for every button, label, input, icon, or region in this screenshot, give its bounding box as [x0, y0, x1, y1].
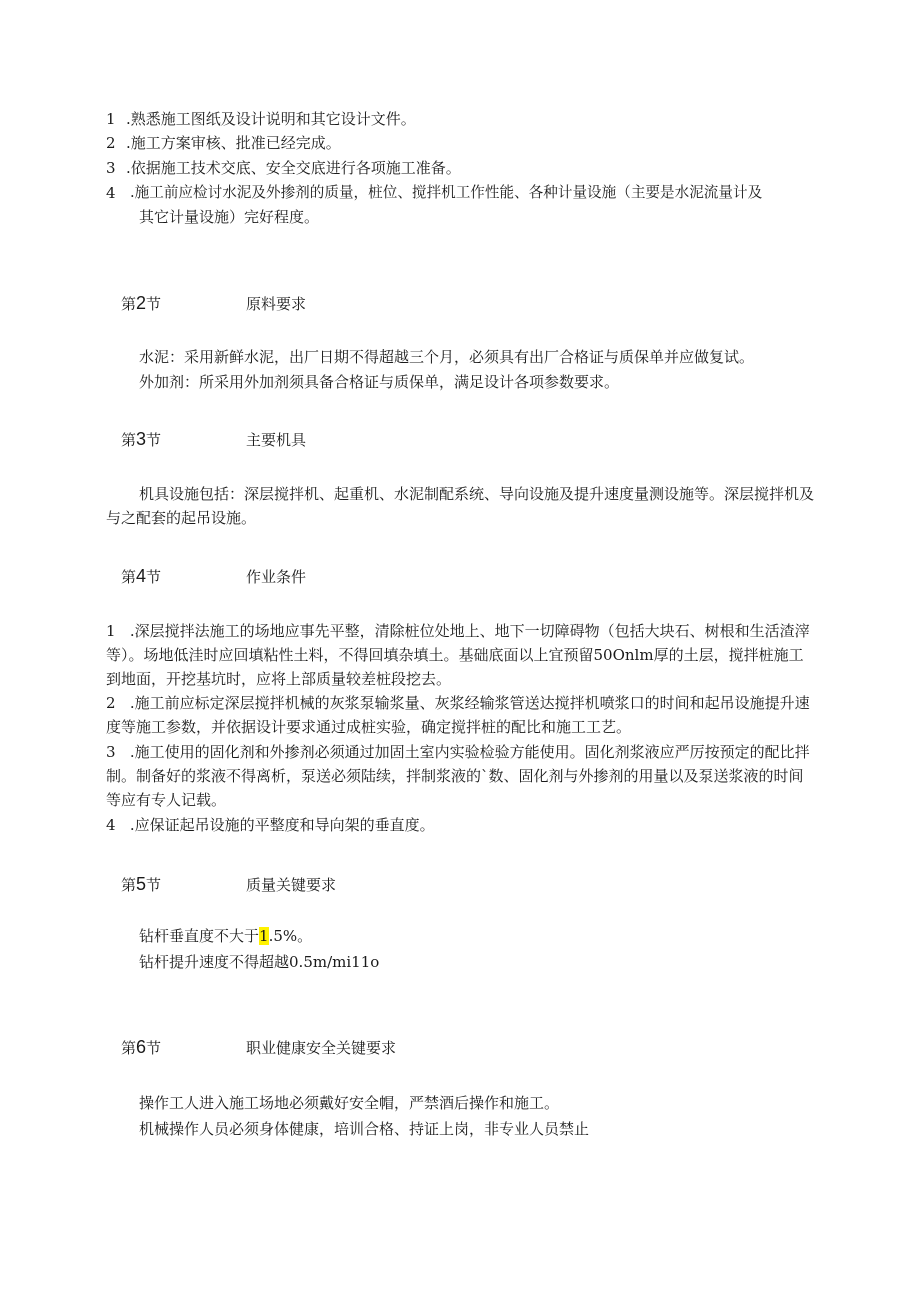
section-heading: [121, 1036, 161, 1059]
list-text: .应保证起吊设施的平整度和导向架的垂直度。: [129, 816, 435, 834]
list-number: 4: [106, 816, 116, 834]
list-text: .施工前应标定深层搅拌机械的灰浆泵输浆量、灰浆经输浆管送达搅拌机喷浆口的时间和起吊设施提升速度等施工参数，并依据设计要求通过成桩实验，确定搅拌桩的配比和施工工艺。: [106, 694, 810, 736]
list-text: .深层搅拌法施工的场地应事先平整，清除桩位处地上、地下一切障碍物（包括大块石、树根和生活渣滓等）。场地低洼时应回填粘性土料，不得回填杂填土。基础底面以上宜预留50Onlm厚的土层，搅拌桩施工到地面，开挖基坑时，应将上部质量较差桩段挖去。: [106, 622, 810, 688]
section-suffix: 节: [146, 295, 162, 313]
paragraph-line: [139, 925, 312, 947]
section-title: 作业条件: [246, 568, 307, 586]
section-heading: [121, 565, 161, 588]
text-segment: .5%。: [268, 927, 313, 945]
list-number: 3: [106, 743, 116, 761]
list-number: 3: [106, 159, 116, 177]
section-number: 3: [136, 429, 147, 449]
section-number: 6: [136, 1037, 147, 1057]
paragraph-line: 外加剂：所采用外加剂须具备合格证与质保单，满足设计各项参数要求。: [139, 373, 620, 391]
section-prefix: 第: [121, 295, 137, 313]
paragraph-line: 操作工人进入施工场地必须戴好安全帽，严禁酒后操作和施工。: [139, 1094, 560, 1112]
paragraph-line: 钻杆提升速度不得超越0.5m/mi11o: [139, 953, 380, 971]
list-item: .依据施工技术交底、安全交底进行各项施工准备。: [126, 159, 461, 177]
section-prefix: 第: [121, 1039, 137, 1057]
list-number: 4: [106, 184, 116, 202]
list-item: .施工前应检讨水泥及外掺剂的质量，桩位、搅拌机工作性能、各种计量设施（主要是水泥流量计及: [130, 184, 763, 201]
paragraph-line: 水泥：采用新鲜水泥，出厂日期不得超越三个月，必须具有出厂合格证与质保单并应做复试。: [139, 348, 755, 366]
section-title: 主要机具: [246, 431, 307, 449]
list-item: [106, 619, 818, 691]
section-heading: [121, 428, 161, 451]
list-number: 1: [106, 622, 116, 640]
text-segment: 钻杆垂直度不大于: [139, 927, 260, 945]
section-number: 5: [136, 874, 147, 894]
list-item: .熟悉施工图纸及设计说明和其它设计文件。: [126, 110, 416, 128]
paragraph: 机具设施包括：深层搅拌机、起重机、水泥制配系统、导向设施及提升速度量测设施等。深层搅拌机及与之配套的起吊设施。: [106, 485, 815, 527]
list-number: 2: [106, 694, 116, 712]
list-text: .施工使用的固化剂和外掺剂必须通过加固土室内实验检验方能使用。固化剂浆液应严厉按预定的配比拌制。制备好的浆液不得离析，泵送必须陆续，拌制浆液的`数、固化剂与外掺剂的用量以及泵送浆液的时间等应有专人记载。: [106, 743, 810, 809]
list-number: 1: [106, 110, 116, 128]
section-suffix: 节: [146, 876, 162, 894]
section-title: 职业健康安全关键要求: [246, 1039, 397, 1057]
list-item: [106, 740, 818, 812]
section-number: 4: [136, 566, 147, 586]
section-prefix: 第: [121, 431, 137, 449]
section-prefix: 第: [121, 568, 137, 586]
section-suffix: 节: [146, 1039, 162, 1057]
section-title: 原料要求: [246, 295, 307, 313]
section-suffix: 节: [146, 568, 162, 586]
list-item: .施工方案审核、批准已经完成。: [126, 134, 341, 152]
paragraph-line: 机械操作人员必须身体健康，培训合格、持证上岗，非专业人员禁止: [139, 1120, 590, 1138]
section-prefix: 第: [121, 876, 137, 894]
list-item: [106, 691, 818, 739]
section-heading: [121, 292, 161, 315]
section-number: 2: [136, 293, 147, 313]
list-item: [106, 813, 818, 837]
section-title: 质量关键要求: [246, 876, 337, 894]
section-suffix: 节: [146, 431, 162, 449]
list-item-continuation: 其它计量设施）完好程度。: [139, 208, 320, 226]
highlighted-text: 1: [259, 927, 269, 945]
list-number: 2: [106, 134, 116, 152]
section-heading: [121, 873, 161, 896]
